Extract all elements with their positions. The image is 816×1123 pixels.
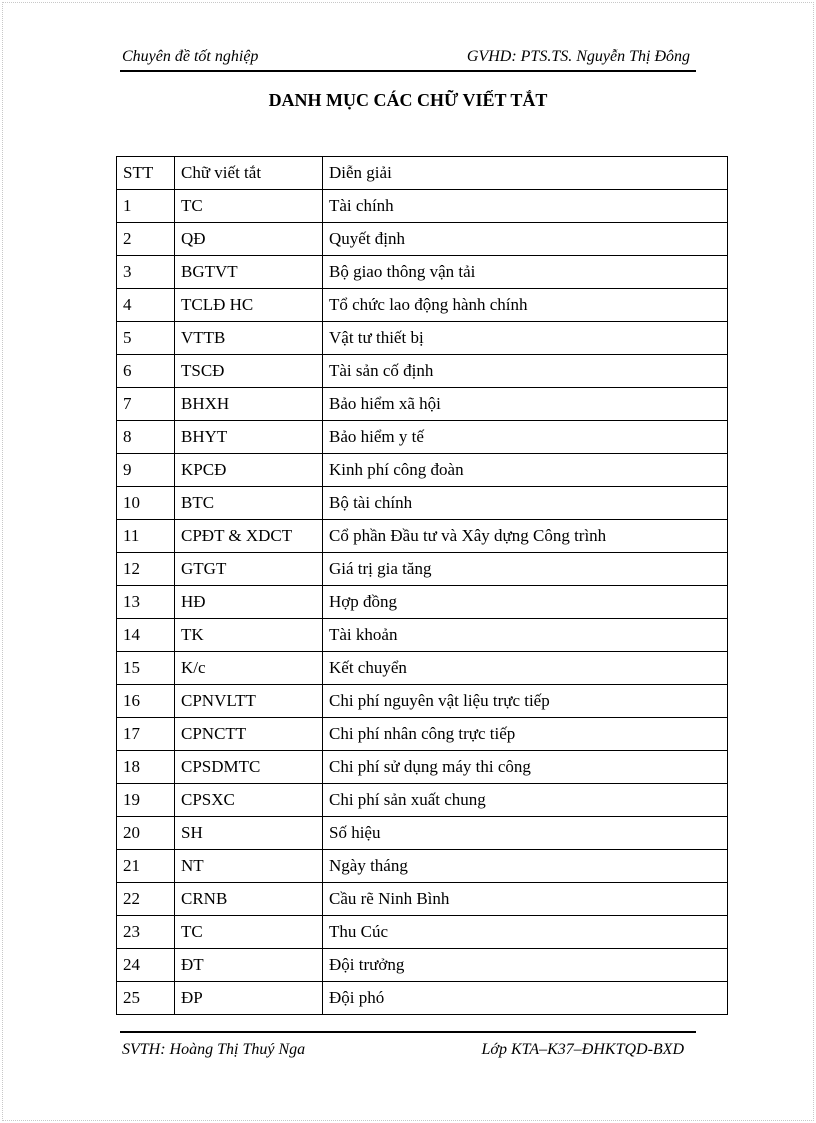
row-abbreviation: TK (175, 619, 323, 652)
row-stt: 11 (117, 520, 175, 553)
header-description: Diễn giải (323, 157, 728, 190)
row-description: Đội trưởng (323, 949, 728, 982)
table-row (117, 685, 728, 718)
abbreviation-table (116, 156, 728, 1015)
row-abbreviation: CPĐT & XDCT (175, 520, 323, 553)
row-stt: 9 (117, 454, 175, 487)
row-abbreviation: TC (175, 190, 323, 223)
row-stt: 16 (117, 685, 175, 718)
table-row (117, 751, 728, 784)
row-description: Cổ phần Đầu tư và Xây dựng Công trình (323, 520, 728, 553)
table-row (117, 817, 728, 850)
row-description: Vật tư thiết bị (323, 322, 728, 355)
table-row (117, 421, 728, 454)
table-row (117, 520, 728, 553)
row-stt: 24 (117, 949, 175, 982)
table-header-row (117, 157, 728, 190)
row-description: Chi phí nguyên vật liệu trực tiếp (323, 685, 728, 718)
table-row (117, 982, 728, 1015)
row-description: Chi phí nhân công trực tiếp (323, 718, 728, 751)
row-abbreviation: TC (175, 916, 323, 949)
row-description: Tài sản cố định (323, 355, 728, 388)
footer-left-text: SVTH: Hoàng Thị Thuý Nga (122, 1041, 306, 1058)
row-abbreviation: NT (175, 850, 323, 883)
row-abbreviation: TSCĐ (175, 355, 323, 388)
table-row (117, 190, 728, 223)
row-description: Bảo hiểm xã hội (323, 388, 728, 421)
row-stt: 14 (117, 619, 175, 652)
row-abbreviation: BHXH (175, 388, 323, 421)
row-description: Giá trị gia tăng (323, 553, 728, 586)
row-stt: 4 (117, 289, 175, 322)
row-stt: 15 (117, 652, 175, 685)
row-abbreviation: CRNB (175, 883, 323, 916)
row-stt: 18 (117, 751, 175, 784)
row-description: Hợp đồng (323, 586, 728, 619)
table-row (117, 289, 728, 322)
row-stt: 19 (117, 784, 175, 817)
row-description: Tài khoản (323, 619, 728, 652)
row-abbreviation: CPSXC (175, 784, 323, 817)
row-stt: 17 (117, 718, 175, 751)
table-row (117, 256, 728, 289)
table-row (117, 322, 728, 355)
row-description: Tài chính (323, 190, 728, 223)
row-description: Chi phí sản xuất chung (323, 784, 728, 817)
table-row (117, 883, 728, 916)
row-description: Đội phó (323, 982, 728, 1015)
row-stt: 8 (117, 421, 175, 454)
row-stt: 10 (117, 487, 175, 520)
row-stt: 22 (117, 883, 175, 916)
table-row (117, 223, 728, 256)
row-abbreviation: HĐ (175, 586, 323, 619)
row-abbreviation: CPNVLTT (175, 685, 323, 718)
row-description: Bộ giao thông vận tải (323, 256, 728, 289)
row-stt: 2 (117, 223, 175, 256)
row-abbreviation: VTTB (175, 322, 323, 355)
page-header (120, 48, 696, 72)
row-abbreviation: TCLĐ HC (175, 289, 323, 322)
table-row (117, 718, 728, 751)
table-row (117, 487, 728, 520)
row-abbreviation: K/c (175, 652, 323, 685)
row-abbreviation: KPCĐ (175, 454, 323, 487)
row-abbreviation: BGTVT (175, 256, 323, 289)
row-description: Chi phí sử dụng máy thi công (323, 751, 728, 784)
table-row (117, 850, 728, 883)
header-left-text: Chuyên đề tốt nghiệp (122, 48, 259, 65)
row-abbreviation: ĐP (175, 982, 323, 1015)
row-description: Kinh phí công đoàn (323, 454, 728, 487)
row-description: Bộ tài chính (323, 487, 728, 520)
table-row (117, 586, 728, 619)
row-abbreviation: BHYT (175, 421, 323, 454)
row-description: Ngày tháng (323, 850, 728, 883)
row-description: Kết chuyển (323, 652, 728, 685)
row-stt: 23 (117, 916, 175, 949)
row-abbreviation: CPSDMTC (175, 751, 323, 784)
row-stt: 21 (117, 850, 175, 883)
row-stt: 5 (117, 322, 175, 355)
row-abbreviation: SH (175, 817, 323, 850)
page-footer (120, 1031, 696, 1057)
row-stt: 6 (117, 355, 175, 388)
table-row (117, 355, 728, 388)
row-abbreviation: QĐ (175, 223, 323, 256)
table-row (117, 619, 728, 652)
document-title: DANH MỤC CÁC CHỮ VIẾT TẮT (268, 90, 548, 110)
row-abbreviation: BTC (175, 487, 323, 520)
header-stt: STT (117, 157, 175, 190)
row-description: Số hiệu (323, 817, 728, 850)
table-row (117, 949, 728, 982)
table-row (117, 454, 728, 487)
row-stt: 25 (117, 982, 175, 1015)
row-description: Cầu rẽ Ninh Bình (323, 883, 728, 916)
table-row (117, 784, 728, 817)
row-abbreviation: CPNCTT (175, 718, 323, 751)
row-abbreviation: GTGT (175, 553, 323, 586)
row-description: Thu Cúc (323, 916, 728, 949)
row-description: Tổ chức lao động hành chính (323, 289, 728, 322)
row-description: Bảo hiểm y tế (323, 421, 728, 454)
row-description: Quyết định (323, 223, 728, 256)
row-stt: 3 (117, 256, 175, 289)
row-stt: 7 (117, 388, 175, 421)
row-stt: 1 (117, 190, 175, 223)
table-row (117, 553, 728, 586)
row-abbreviation: ĐT (175, 949, 323, 982)
row-stt: 12 (117, 553, 175, 586)
header-right-text: GVHD: PTS.TS. Nguyễn Thị Đông (466, 48, 690, 65)
footer-right-text: Lớp KTA–K37–ĐHKTQD-BXD (481, 1041, 684, 1058)
header-abbreviation: Chữ viết tắt (175, 157, 323, 190)
table-row (117, 916, 728, 949)
row-stt: 20 (117, 817, 175, 850)
table-row (117, 388, 728, 421)
row-stt: 13 (117, 586, 175, 619)
table-row (117, 652, 728, 685)
